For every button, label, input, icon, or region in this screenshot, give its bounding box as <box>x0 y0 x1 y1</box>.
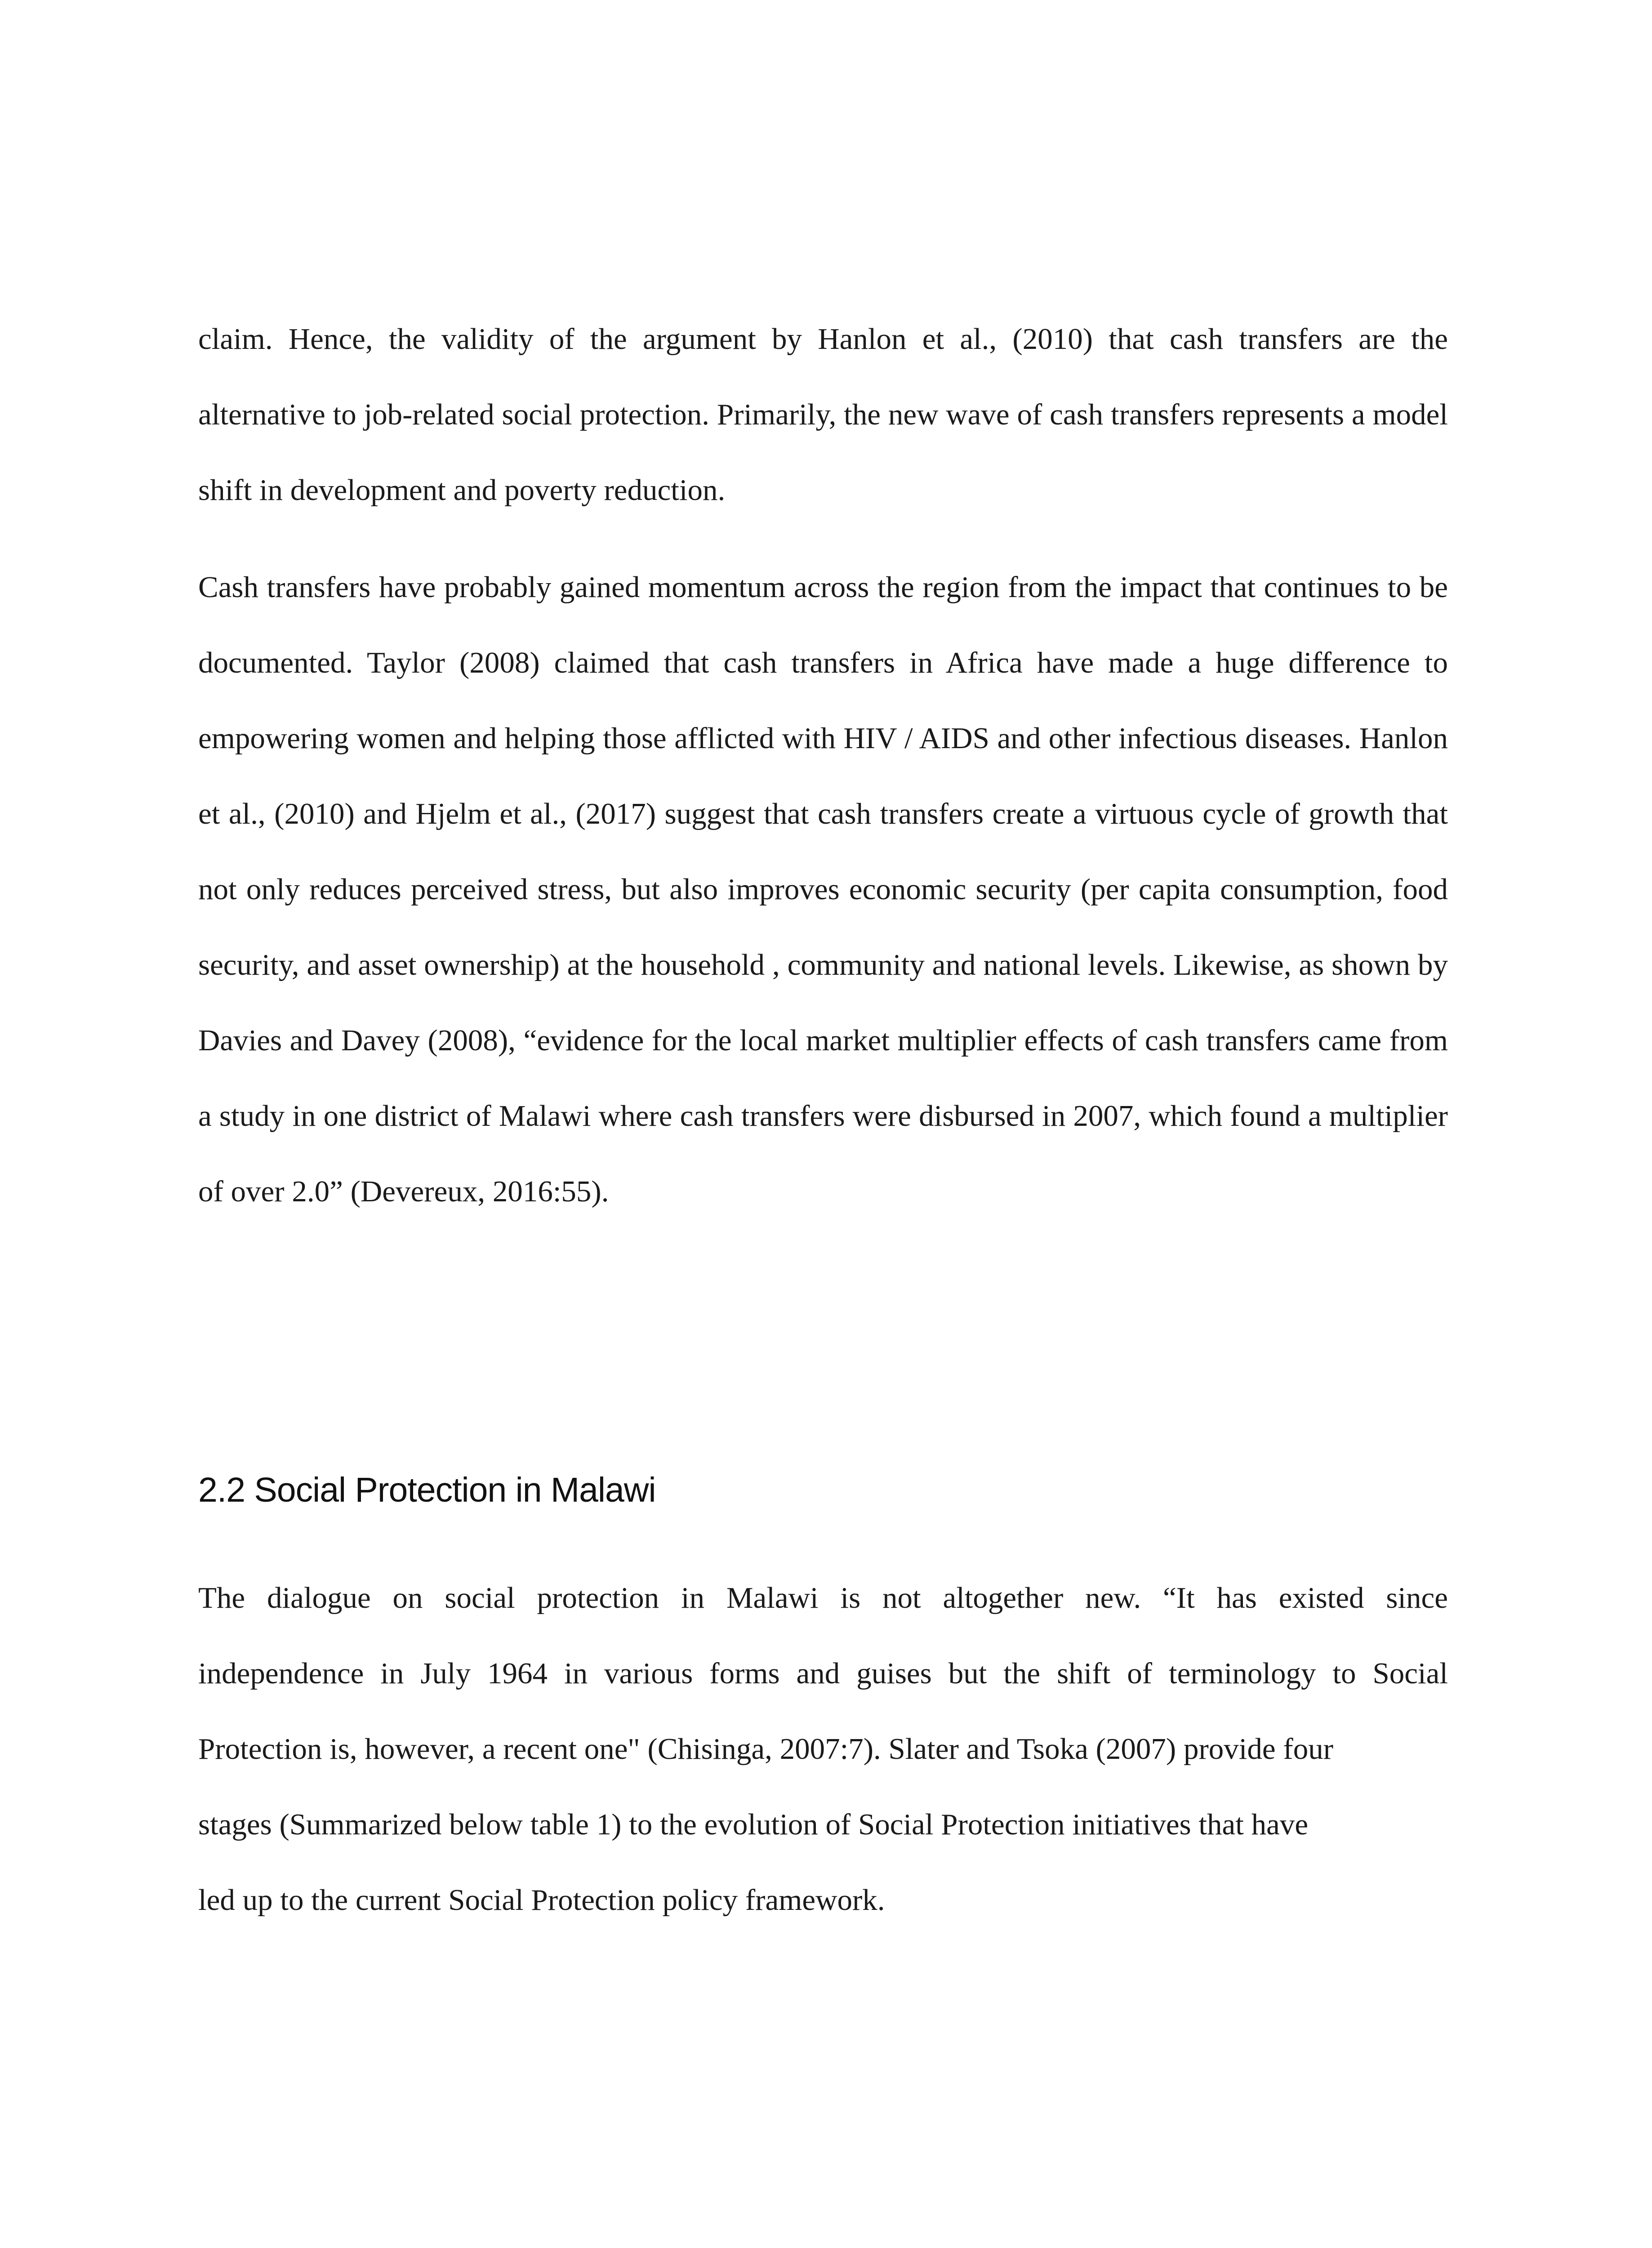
paragraph-line: independence in July 1964 in various forms and guises but the shift of terminology to Social <box>198 1657 1448 1690</box>
paragraph-cash-transfers-claim: claim. Hence, the validity of the argument by Hanlon et al., (2010) that cash transfers are the alternative to job-related social protection. Primarily, the new wave of cash transfers represents a model shift in development and poverty reduction. <box>198 322 1448 507</box>
paragraph-cash-transfers-momentum: Cash transfers have probably gained momentum across the region from the impact that continues to be documented. Taylor (2008) claimed that cash transfers in Africa have made a huge difference to empowering women and helping those afflicted with HIV / AIDS and other infectious diseases. Hanlon et al., (2010) and Hjelm et al., (2017) suggest that cash transfers create a virtuous cycle of growth that not only reduces perceived stress, but also improves economic security (per capita consumption, food security, and asset ownership) at the household , community and national levels. Likewise, as shown by Davies and Davey (2008), “evidence for the local market multiplier effects of cash transfers came from a study in one district of Malawi where cash transfers were disbursed in 2007, which found a multiplier of over 2.0” (Devereux, 2016:55). <box>198 571 1448 1208</box>
paragraph-line: stages (Summarized below table 1) to the evolution of Social Protection initiatives that have <box>198 1808 1309 1841</box>
paragraph-line: Protection is, however, a recent one" (Chisinga, 2007:7). Slater and Tsoka (2007) provide four <box>198 1732 1334 1766</box>
paragraph-line: led up to the current Social Protection policy framework. <box>198 1883 885 1917</box>
section-heading: 2.2 Social Protection in Malawi <box>198 1471 656 1509</box>
paragraph-line: The dialogue on social protection in Malawi is not altogether new. “It has existed since <box>198 1581 1448 1615</box>
paragraph-social-protection-malawi <box>198 1560 1448 1938</box>
